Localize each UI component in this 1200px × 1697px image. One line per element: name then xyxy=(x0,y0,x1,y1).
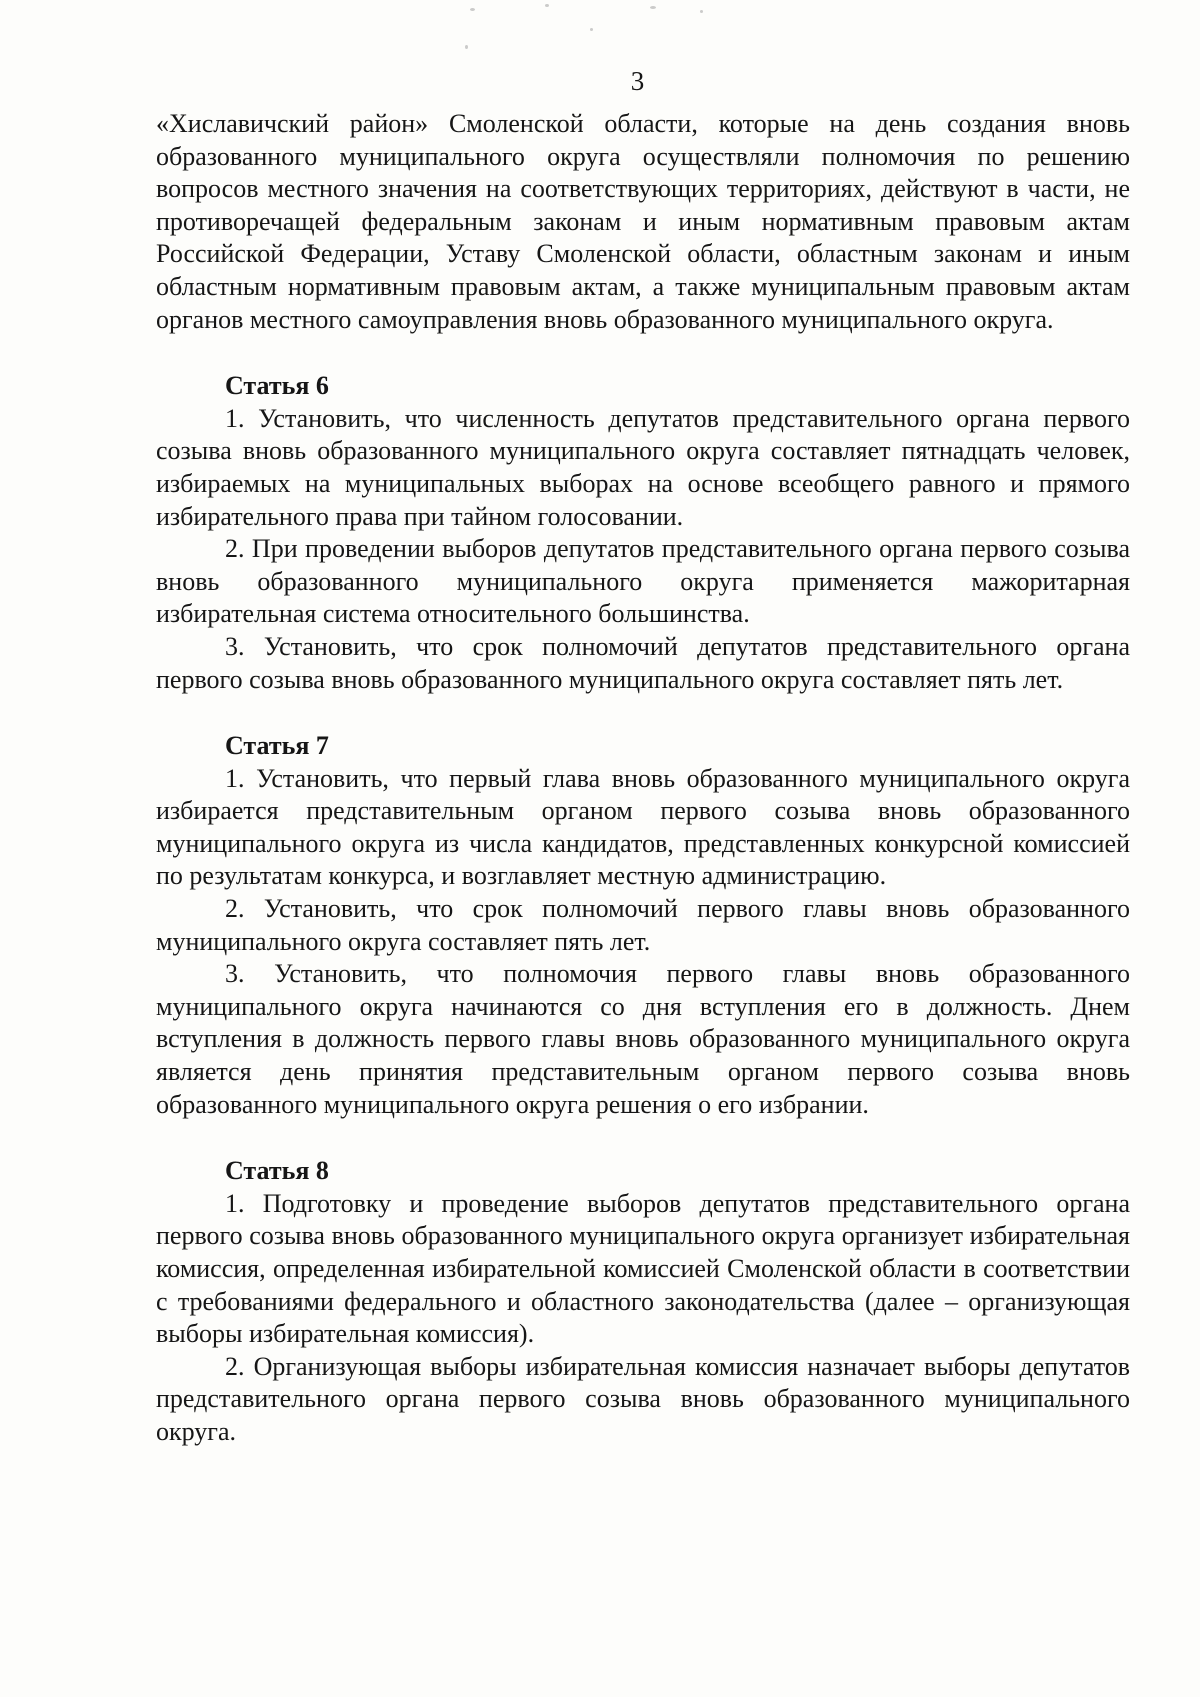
article-heading: Статья 8 xyxy=(225,1156,329,1186)
scan-speck xyxy=(590,28,593,31)
scan-speck xyxy=(465,45,468,49)
article-paragraph: 3. Установить, что полномочия первого главы вновь образованного муниципального округа начинаются со дня вступления его в должность. Днем вступления в должность первого главы вновь образованного муниципального округа является день принятия представительным органом первого созыва вновь образованного муниципального округа решения о его избрании. xyxy=(156,959,1130,1119)
article-paragraph: 2. Организующая выборы избирательная комиссия назначает выборы депутатов представительного органа первого созыва вновь образованного муниципального округа. xyxy=(156,1351,1130,1446)
article-heading: Статья 6 xyxy=(225,371,329,401)
article-paragraph: 2. При проведении выборов депутатов представительного органа первого созыва вновь образованного муниципального округа применяется мажоритарная избирательная система относительного большинства. xyxy=(156,534,1130,629)
article-6 xyxy=(156,370,1130,696)
scan-speck xyxy=(470,8,475,11)
article-7 xyxy=(156,730,1130,1121)
article-8 xyxy=(156,1155,1130,1448)
article-paragraph: 1. Установить, что численность депутатов представительного органа первого созыва вновь образованного муниципального округа составляет пятнадцать человек, избираемых на муниципальных выборах на основе всеобщего равного и прямого избирательного права при тайном голосовании. xyxy=(156,403,1130,531)
article-paragraph: 1. Подготовку и проведение выборов депутатов представительного органа первого созыва вновь образованного муниципального округа организует избирательная комиссия, определенная избирательной комиссией Смоленской области в соответствии с требованиями федерального и областного законодательства (далее – организующая выборы избирательная комиссия). xyxy=(156,1188,1130,1349)
document-body xyxy=(156,108,1130,1449)
intro-paragraph: «Хиславичский район» Смоленской области, которые на день создания вновь образованного муниципального округа осуществляли полномочия по решению вопросов местного значения на соответствующих территориях, действуют в части, не противоречащей федеральным законам и иным нормативным правовым актам Российской Федерации, Уставу Смоленской области, областным законам и иным областным нормативным правовым актам, а также муниципальным правовым актам органов местного самоуправления вновь образованного муниципального округа. xyxy=(156,109,1130,334)
article-heading: Статья 7 xyxy=(225,731,329,761)
scan-speck xyxy=(700,10,703,13)
article-paragraph: 1. Установить, что первый глава вновь образованного муниципального округа избирается представительным органом первого созыва вновь образованного муниципального округа из числа кандидатов, представленных конкурсной комиссией по результатам конкурса, и возглавляет местную администрацию. xyxy=(156,763,1130,891)
scan-speck xyxy=(545,4,549,7)
scan-speck xyxy=(650,6,656,9)
article-paragraph: 3. Установить, что срок полномочий депутатов представительного органа первого созыва вновь образованного муниципального округа составляет пять лет. xyxy=(156,631,1130,694)
page-number: 3 xyxy=(630,66,645,96)
article-paragraph: 2. Установить, что срок полномочий первого главы вновь образованного муниципального округа составляет пять лет. xyxy=(156,894,1130,956)
